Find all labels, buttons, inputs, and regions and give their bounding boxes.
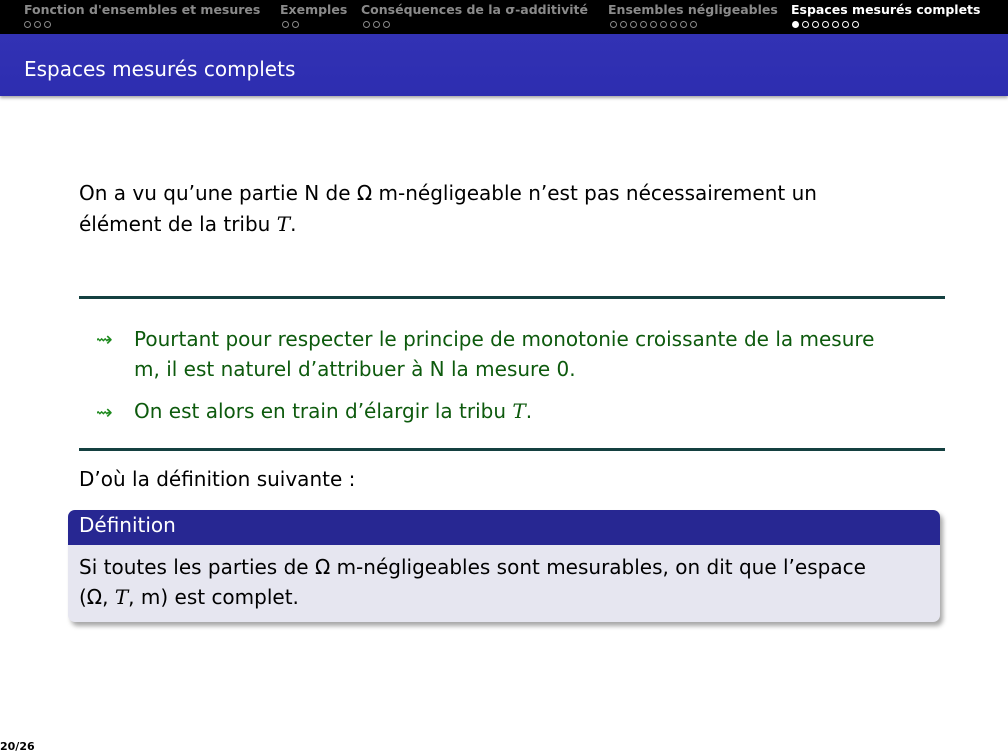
top-rule [79, 296, 945, 299]
nav-dots-ensembles-negligeables[interactable] [610, 18, 697, 30]
nav-dot[interactable] [373, 21, 380, 28]
intro-line-1: On a vu qu’une partie N de Ω m-négligeable n’est pas nécessairement un [79, 181, 817, 205]
nav-dot[interactable] [640, 21, 647, 28]
definition-line-2 [79, 582, 929, 612]
tribu-symbol: T [512, 399, 526, 423]
nav-dots-fonction-ensembles[interactable] [24, 18, 51, 30]
nav-dot[interactable] [680, 21, 687, 28]
nav-dot[interactable] [620, 21, 627, 28]
nav-dot[interactable] [630, 21, 637, 28]
definition-title: Définition [79, 513, 176, 537]
definition-line-2-start: (Ω, [79, 585, 115, 609]
squiggle-arrow-icon: ⇝ [96, 400, 113, 424]
nav-dots-espaces-complets[interactable] [792, 18, 859, 30]
nav-dot[interactable] [34, 21, 41, 28]
squiggle-arrow-icon: ⇝ [96, 327, 113, 351]
intro-line-2-text: élément de la tribu [79, 212, 277, 236]
nav-dot[interactable] [852, 21, 859, 28]
nav-dot[interactable] [363, 21, 370, 28]
nav-section-ensembles-negligeables[interactable]: Ensembles négligeables [608, 2, 778, 17]
nav-dot[interactable] [660, 21, 667, 28]
nav-section-consequences[interactable]: Conséquences de la σ-additivité [361, 2, 589, 17]
lead-in-text: D’où la définition suivante : [79, 467, 356, 491]
nav-dot[interactable] [610, 21, 617, 28]
nav-dot[interactable] [44, 21, 51, 28]
navigation-bar [0, 0, 1008, 34]
nav-dot[interactable] [282, 21, 289, 28]
nav-dot[interactable] [842, 21, 849, 28]
frame-title: Espaces mesurés complets [24, 57, 296, 81]
nav-dot[interactable] [24, 21, 31, 28]
nav-dot[interactable] [802, 21, 809, 28]
nav-dots-exemples[interactable] [282, 18, 299, 30]
nav-section-espaces-complets[interactable]: Espaces mesurés complets [791, 2, 981, 17]
bottom-rule [79, 448, 945, 451]
nav-section-fonction-ensembles[interactable]: Fonction d'ensembles et mesures [24, 2, 261, 17]
intro-line-2-end: . [290, 212, 297, 236]
bullet-2-end: . [525, 399, 533, 423]
bullet-2-text: On est alors en train d’élargir la tribu [134, 399, 513, 423]
definition-block [68, 510, 940, 622]
definition-header [68, 510, 940, 545]
nav-dot[interactable] [822, 21, 829, 28]
nav-dot[interactable] [690, 21, 697, 28]
definition-line-2-end: , m) est complet. [128, 585, 299, 609]
nav-dot[interactable] [670, 21, 677, 28]
nav-dot[interactable] [650, 21, 657, 28]
tribu-symbol: T [276, 212, 291, 236]
bullet-1-line-2: m, il est naturel d’attribuer à N la mesure 0. [134, 357, 576, 381]
definition-line-1: Si toutes les parties de Ω m-négligeables sont mesurables, on dit que l’espace [79, 555, 866, 579]
nav-dot[interactable] [812, 21, 819, 28]
bullet-1-line-1: Pourtant pour respecter le principe de monotonie croissante de la mesure [134, 327, 875, 351]
tribu-symbol: T [114, 585, 129, 609]
nav-dot[interactable] [383, 21, 390, 28]
nav-dot[interactable] [292, 21, 299, 28]
bullet-2-line-1 [134, 396, 934, 426]
nav-dot[interactable] [832, 21, 839, 28]
intro-line-2 [79, 209, 296, 240]
nav-dots-consequences[interactable] [363, 18, 390, 30]
page-number: 20/26 [0, 740, 35, 753]
nav-section-exemples[interactable]: Exemples [280, 2, 348, 17]
definition-body [79, 552, 929, 612]
nav-dot-current[interactable] [792, 21, 799, 28]
